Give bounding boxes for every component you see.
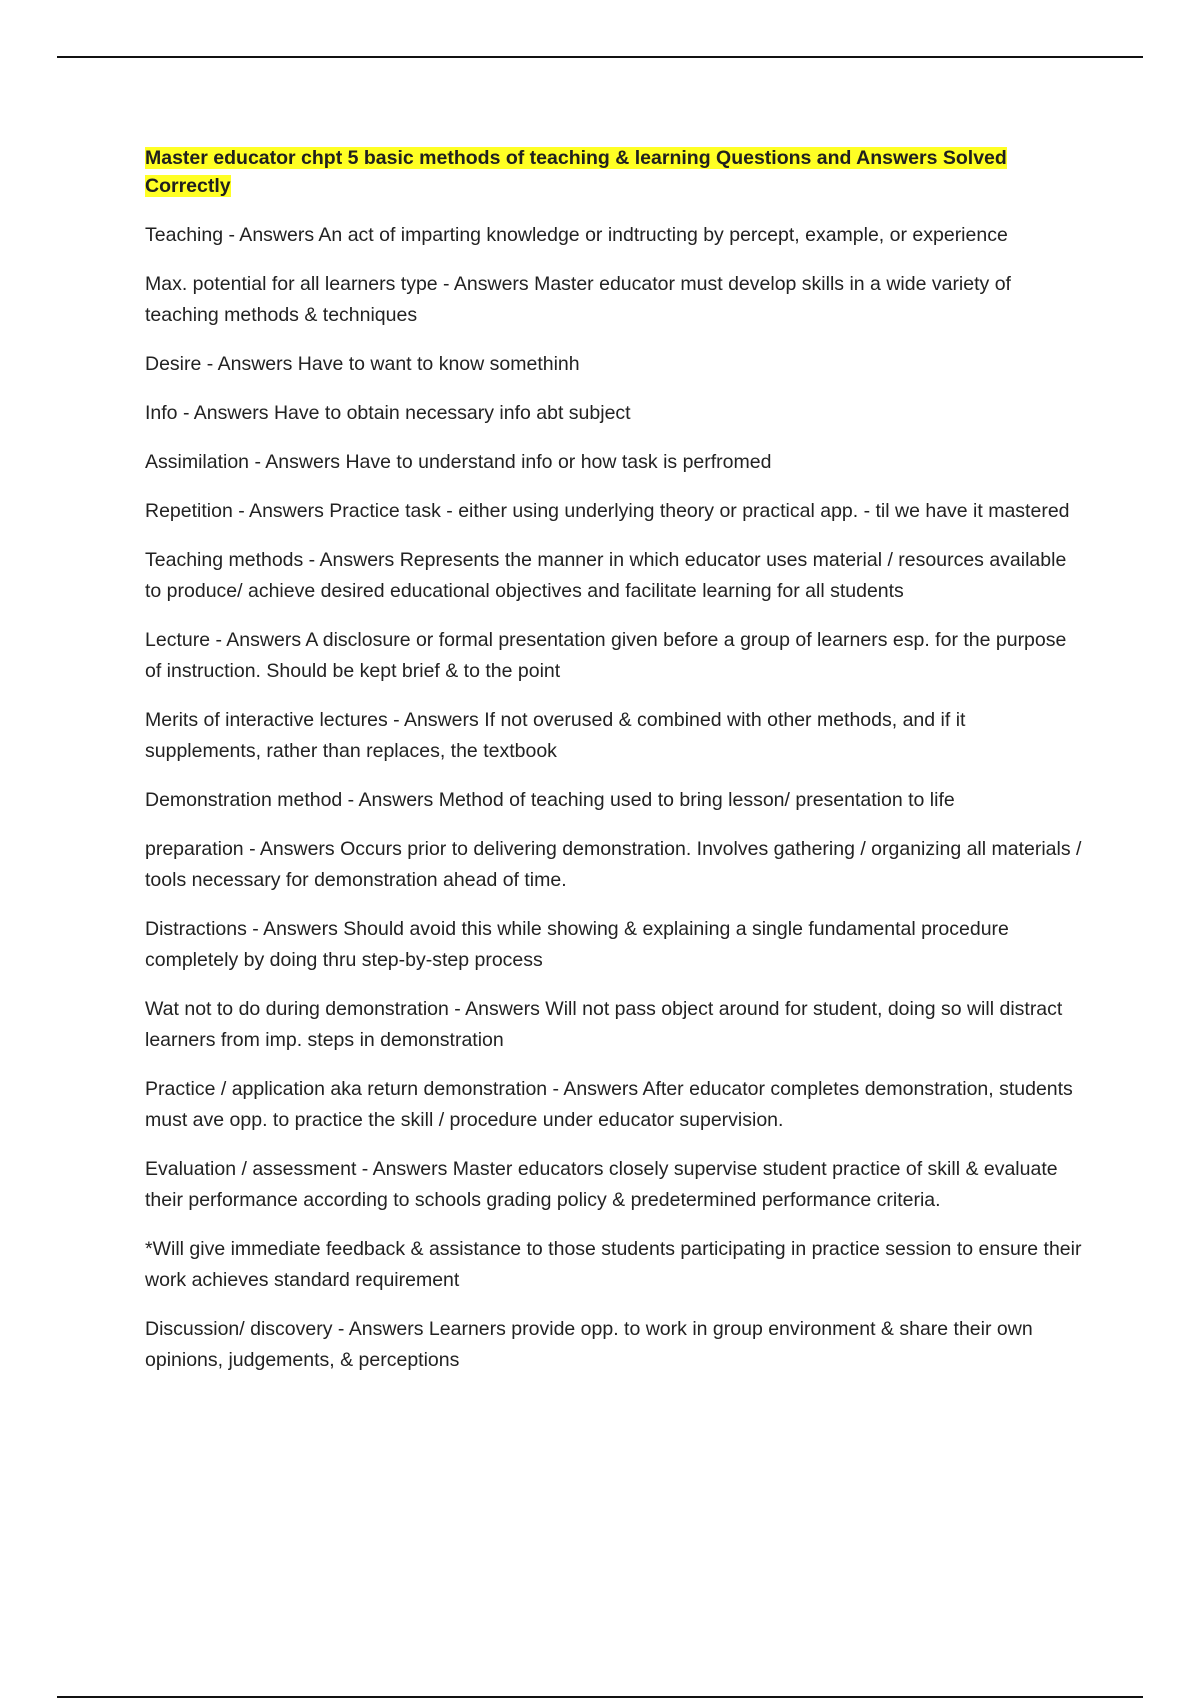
qa-entry: Demonstration method - Answers Method of teaching used to bring lesson/ presentation to life	[145, 789, 955, 811]
qa-entry: Info - Answers Have to obtain necessary info abt subject	[145, 402, 631, 424]
qa-entry: Merits of interactive lectures - Answers If not overused & combined with other methods, and if it supplements, rather than replaces, the textbook	[145, 709, 966, 762]
qa-entry: preparation - Answers Occurs prior to delivering demonstration. Involves gathering / organizing all materials / tools necessary for demonstration ahead of time.	[145, 838, 1082, 891]
qa-entry: Assimilation - Answers Have to understand info or how task is perfromed	[145, 451, 772, 473]
document-title	[145, 144, 1085, 200]
qa-entry: Practice / application aka return demonstration - Answers After educator completes demonstration, students must ave opp. to practice the skill / procedure under educator supervision.	[145, 1078, 1073, 1131]
title-highlight: Master educator chpt 5 basic methods of teaching & learning Questions and Answers Solved Correctly	[145, 147, 1007, 197]
qa-entry: Teaching methods - Answers Represents the manner in which educator uses material / resources available to produce/ achieve desired educational objectives and facilitate learning for all students	[145, 549, 1067, 602]
qa-entry: Evaluation / assessment - Answers Master educators closely supervise student practice of skill & evaluate their performance according to schools grading policy & predetermined performance criteria.	[145, 1158, 1058, 1211]
footer-rule	[57, 1696, 1143, 1698]
qa-entry: Lecture - Answers A disclosure or formal presentation given before a group of learners esp. for the purpose of instruction. Should be kept brief & to the point	[145, 629, 1067, 682]
qa-entry: Teaching - Answers An act of imparting knowledge or indtructing by percept, example, or experience	[145, 224, 1008, 246]
qa-entry: Repetition - Answers Practice task - either using underlying theory or practical app. - til we have it mastered	[145, 500, 1070, 522]
qa-entry: Distractions - Answers Should avoid this while showing & explaining a single fundamental procedure completely by doing thru step-by-step process	[145, 918, 1009, 971]
qa-entry: Max. potential for all learners type - Answers Master educator must develop skills in a wide variety of teaching methods & techniques	[145, 273, 1011, 326]
qa-entry: Wat not to do during demonstration - Answers Will not pass object around for student, doing so will distract learners from imp. steps in demonstration	[145, 998, 1063, 1051]
qa-entry: Discussion/ discovery - Answers Learners provide opp. to work in group environment & share their own opinions, judgements, & perceptions	[145, 1318, 1033, 1371]
qa-entry: *Will give immediate feedback & assistance to those students participating in practice session to ensure their work achieves standard requirement	[145, 1238, 1082, 1291]
header-rule	[57, 56, 1143, 58]
qa-entry: Desire - Answers Have to want to know somethinh	[145, 353, 580, 375]
qa-list	[145, 220, 1085, 1376]
document-body	[145, 144, 1085, 1394]
